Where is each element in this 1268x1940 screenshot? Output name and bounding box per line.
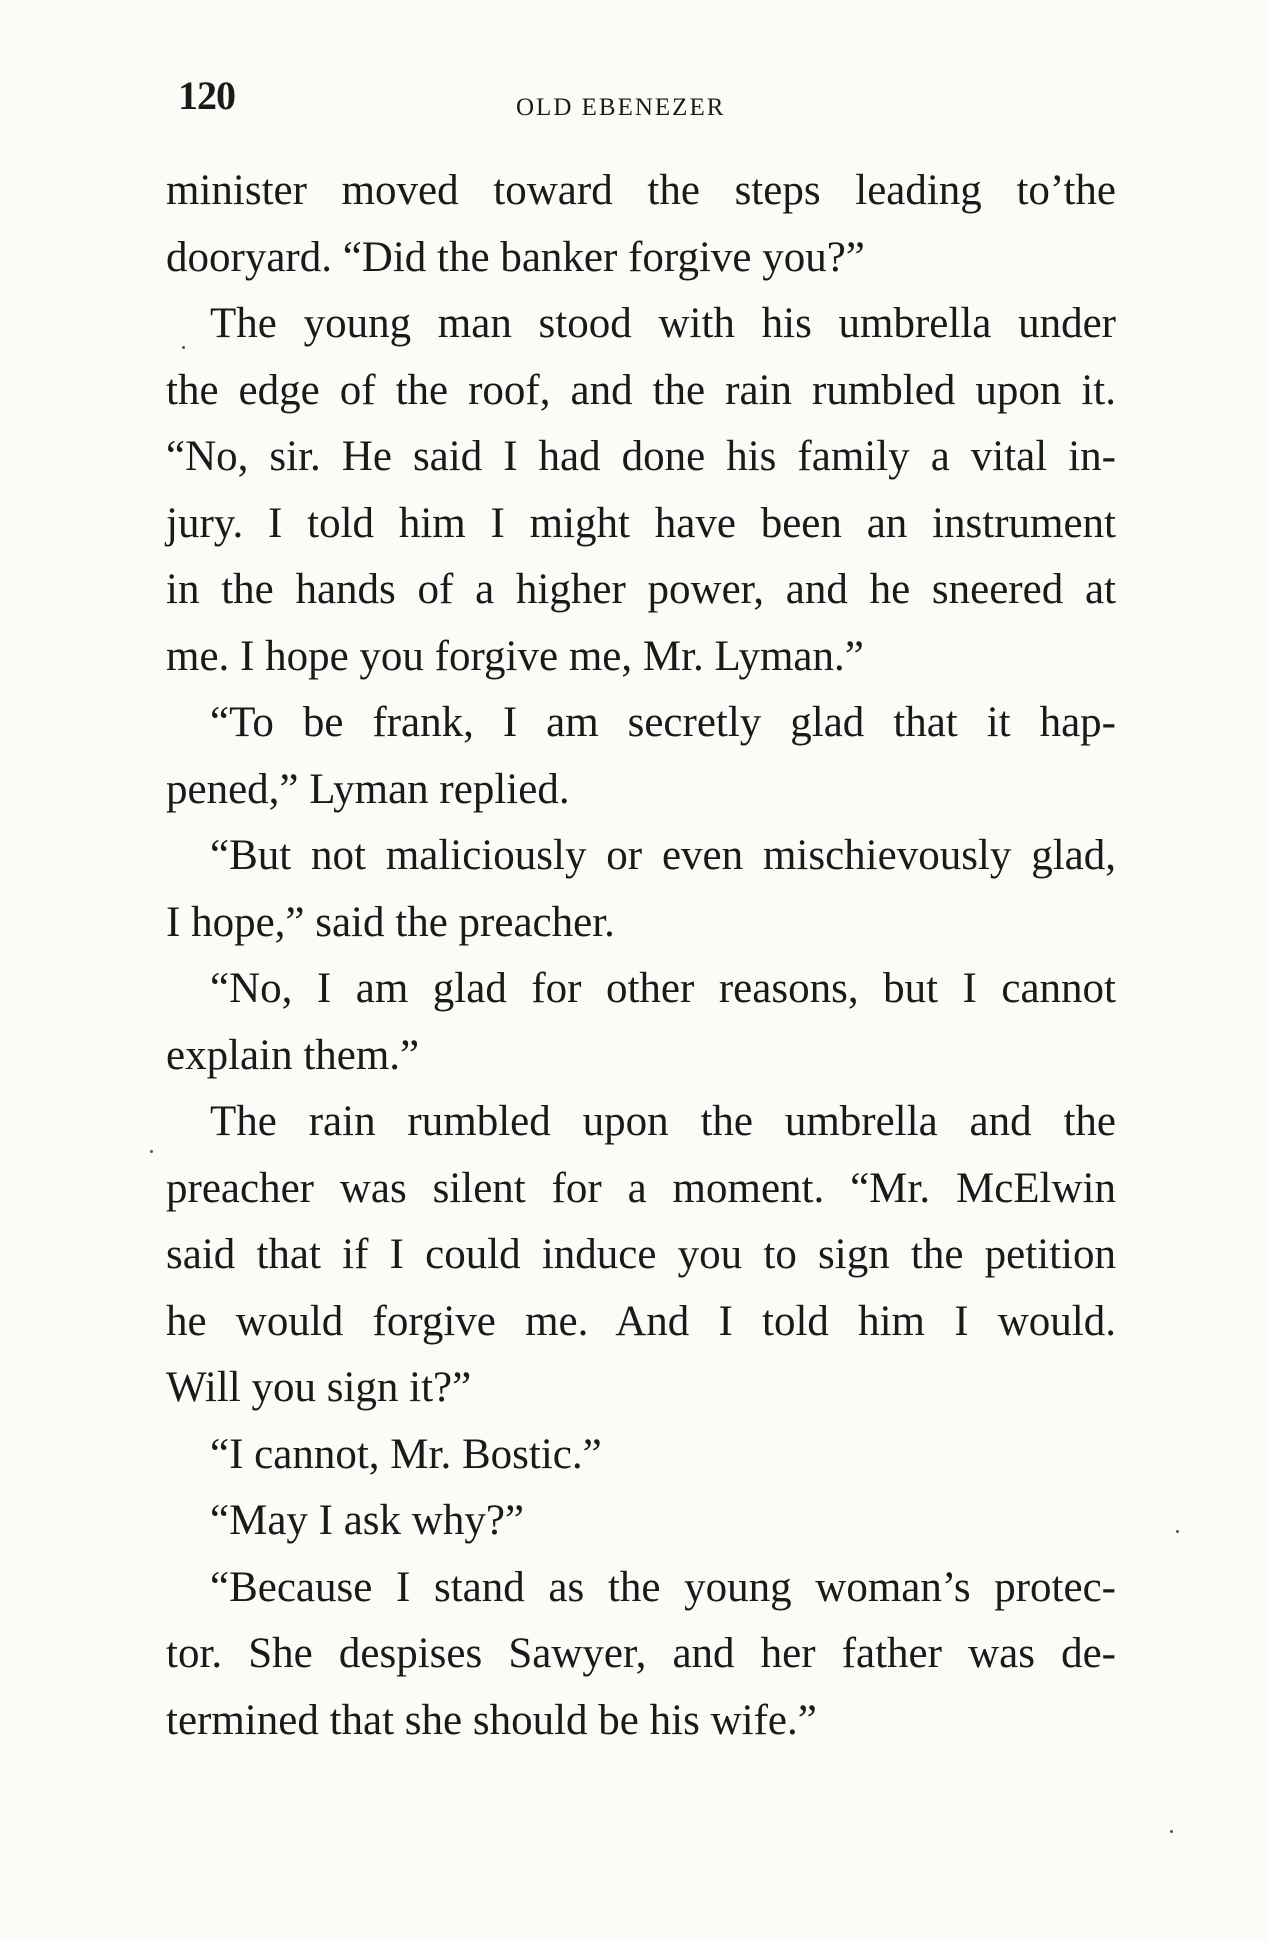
text-line: “I cannot, Mr. Bostic.” — [210, 1430, 602, 1478]
text-line: dooryard. “Did the banker forgive you?” — [166, 233, 865, 281]
page-number: 120 — [178, 73, 235, 118]
paper-speck — [1176, 1530, 1179, 1533]
text-line: jury. I told him I might have been an instrument — [166, 499, 1116, 547]
text-line: minister moved toward the steps leading to’the — [166, 167, 1116, 214]
text-line: Will you sign it?” — [166, 1364, 472, 1411]
text-line: I hope,” said the preacher. — [166, 898, 615, 946]
text-line: “No, I am glad for other reasons, but I cannot — [210, 965, 1116, 1012]
text-line: “May I ask why?” — [210, 1497, 525, 1544]
text-line: tor. She despises Sawyer, and her father was de- — [166, 1630, 1116, 1677]
text-line: “But not maliciously or even mischievously glad, — [210, 832, 1116, 879]
text-line: The young man stood with his umbrella under — [210, 300, 1116, 347]
paper-speck — [182, 346, 185, 349]
text-line: he would forgive me. And I told him I would. — [166, 1297, 1116, 1345]
text-line: “Because I stand as the young woman’s protec- — [210, 1563, 1116, 1611]
text-line: said that if I could induce you to sign the petition — [166, 1231, 1116, 1278]
text-line: “No, sir. He said I had done his family a vital in- — [166, 433, 1116, 480]
text-line: preacher was silent for a moment. “Mr. McElwin — [166, 1164, 1116, 1212]
text-line: the edge of the roof, and the rain rumbled upon it. — [166, 366, 1116, 414]
text-line: “To be frank, I am secretly glad that it hap- — [210, 699, 1116, 746]
paper-speck — [150, 1150, 153, 1153]
text-line: explain them.” — [166, 1031, 420, 1079]
text-line: me. I hope you forgive me, Mr. Lyman.” — [166, 632, 864, 680]
body-text — [166, 158, 1116, 1754]
text-line: The rain rumbled upon the umbrella and the — [210, 1098, 1116, 1145]
paper-speck — [1170, 1830, 1173, 1833]
running-title: OLD EBENEZER — [516, 94, 726, 121]
page-header — [178, 72, 1108, 142]
text-line: pened,” Lyman replied. — [166, 765, 570, 813]
text-line: in the hands of a higher power, and he sneered at — [166, 566, 1116, 613]
text-line: termined that she should be his wife.” — [166, 1696, 817, 1744]
